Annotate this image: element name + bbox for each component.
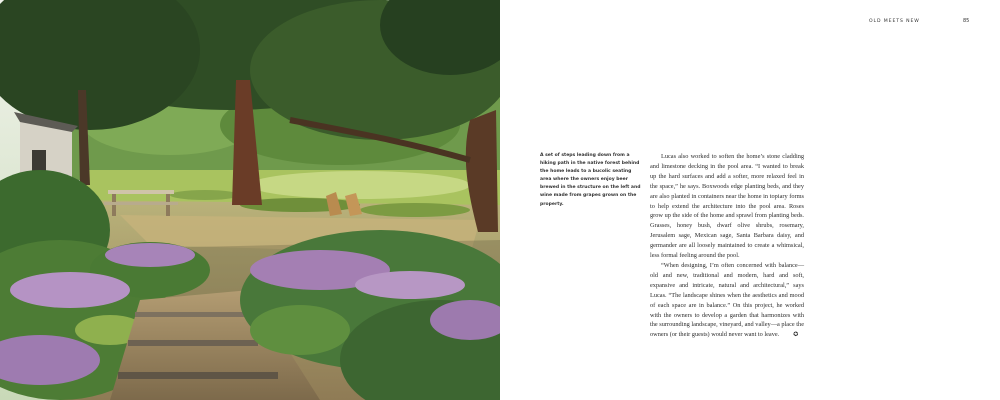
- running-head: OLD MEETS NEW: [869, 19, 920, 24]
- body-paragraph-text: “When designing, I’m often concerned with balance—old and new, traditional and modern, hard and soft, expansive and intricate, natural and architectural,” says Lucas. “The landscape shines when the aesthetics and mood of each space are in balance.” On this project, he worked with the owners to develop a garden that harmonizes with the surrounding landscape, vineyard, and valley—a place the owners (or their guests) would never want to leave.: [650, 261, 804, 339]
- body-paragraph: Lucas also worked to soften the home’s stone cladding and limestone decking in the pool area. “I wanted to break up the hard surfaces and add a softer, more relaxed feel in the space,” he says. Boxwoods edge planting beds, and they are also planted in containers near the home in topiary forms to help extend the architecture into the pool area. Roses grow up the side of the home and sprawl from planting beds. Grasses, honey bush, dwarf olive shrubs, rosemary, Jerusalem sage, Mexican sage, Santa Barbara daisy, and germander are all loosely maintained to create a whimsical, less formal feeling around the pool.: [650, 153, 804, 260]
- body-text: [650, 152, 804, 341]
- photo-caption: A set of steps leading down from a hiking path in the native forest behind the home leads to a bucolic seating area where the owners enjoy beer brewed in the structure on the left and wine made from grapes grown on the property.: [540, 153, 641, 207]
- text-page: [500, 0, 1000, 400]
- body-paragraph: [650, 261, 804, 341]
- page-number: 85: [963, 18, 970, 24]
- end-mark-icon: ✪: [793, 332, 799, 339]
